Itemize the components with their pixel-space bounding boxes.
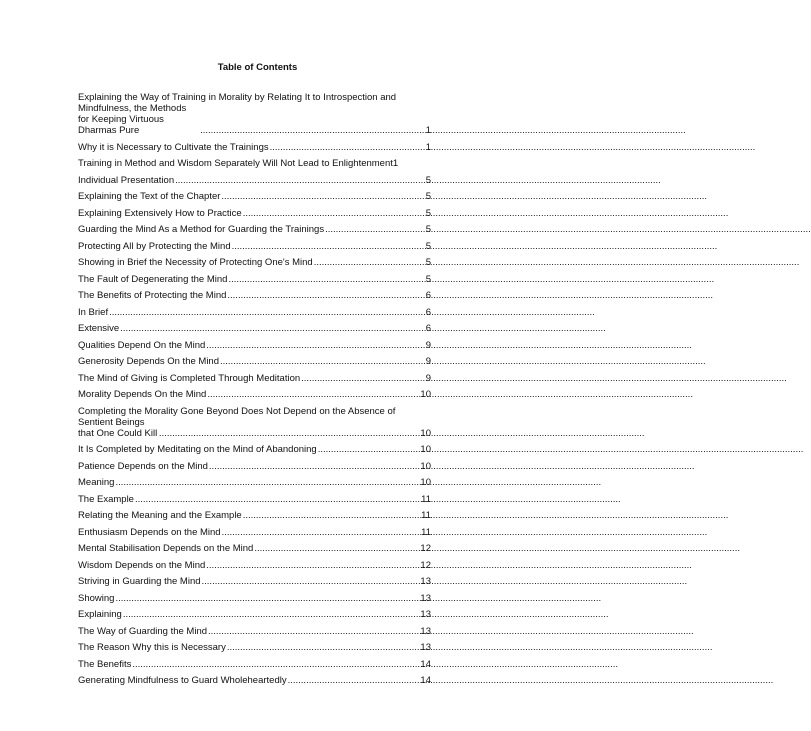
toc-page-number: 10 — [420, 444, 431, 455]
toc-entry-text: Generosity Depends On the Mind — [78, 356, 219, 367]
toc-dot-leader — [109, 307, 426, 318]
toc-dot-leader — [325, 224, 426, 235]
toc-entry-text: Generating Mindfulness to Guard Wholeheartedly — [78, 675, 287, 686]
toc-dot-leader — [227, 642, 421, 653]
toc-page-number: 6 — [425, 306, 431, 318]
toc-entry-text: Explaining Extensively How to Practice — [78, 207, 242, 219]
toc-page-number: 5 — [425, 207, 431, 219]
toc-entry[interactable] — [78, 626, 431, 637]
toc-entry-text: Meaning — [78, 477, 115, 488]
toc-page-number: 11 — [421, 510, 431, 521]
toc-page-number: 1 — [392, 158, 399, 169]
toc-dot-leader — [202, 576, 421, 587]
toc-page-number: 5 — [425, 273, 431, 285]
toc-entry-text: The Way of Guarding the Mind — [78, 625, 208, 637]
toc-entry[interactable] — [78, 675, 431, 686]
toc-entry[interactable] — [78, 142, 431, 153]
toc-dot-leader — [314, 257, 426, 268]
toc-entry[interactable] — [78, 356, 431, 367]
toc-entry-text-line2: Sentient Beings that One Could Kill — [78, 416, 158, 439]
toc-page-number: 13 — [420, 642, 431, 653]
toc-page-number: 10 — [420, 427, 431, 439]
toc-entry[interactable] — [78, 257, 431, 268]
toc-entry[interactable] — [78, 340, 431, 351]
toc-dot-leader — [243, 208, 426, 219]
toc-page-number: 11 — [421, 493, 431, 505]
toc-page-number: 12 — [420, 543, 431, 554]
toc-entry-text: Qualities Depend On the Mind — [78, 339, 206, 351]
toc-page-number: 14 — [420, 675, 431, 686]
toc-page-number: 9 — [425, 356, 431, 367]
toc-entry[interactable] — [78, 461, 431, 472]
toc-page-number: 10 — [420, 477, 431, 488]
toc-entry[interactable] — [78, 406, 431, 439]
toc-entry[interactable] — [78, 373, 431, 384]
toc-page-number: 1 — [425, 141, 431, 153]
toc-list — [78, 92, 431, 692]
toc-dot-leader — [254, 543, 420, 554]
toc-entry-text: The Mind of Giving is Completed Through Meditation — [78, 372, 301, 384]
toc-entry[interactable] — [78, 307, 431, 318]
toc-entry[interactable] — [78, 241, 431, 252]
toc-dot-leader — [232, 241, 426, 252]
toc-page-number: 9 — [425, 372, 431, 384]
toc-entry[interactable] — [78, 477, 431, 488]
toc-page-number: 5 — [425, 240, 431, 252]
toc-dot-leader — [120, 323, 426, 334]
toc-page-number: 5 — [425, 224, 431, 235]
toc-entry[interactable] — [78, 224, 431, 235]
toc-dot-leader — [206, 560, 420, 571]
toc-entry-text-line2: Mindfulness, the Methods for Keeping Virtuous Dharmas Pure — [78, 103, 187, 136]
toc-page-number: 6 — [425, 290, 431, 301]
toc-entry[interactable] — [78, 560, 431, 571]
toc-page-number: 10 — [420, 389, 431, 400]
toc-dot-leader — [208, 626, 420, 637]
toc-dot-leader — [123, 609, 421, 620]
toc-entry-text: Morality Depends On the Mind — [78, 389, 207, 400]
toc-entry-text: Individual Presentation — [78, 174, 175, 186]
toc-entry[interactable] — [78, 158, 431, 169]
toc-dot-leader — [220, 356, 426, 367]
toc-page-number: 1 — [425, 125, 431, 136]
toc-dot-leader — [222, 527, 422, 538]
toc-dot-leader — [228, 274, 425, 285]
toc-entry-text: Showing — [78, 592, 115, 604]
toc-page-number: 9 — [425, 339, 431, 351]
toc-dot-leader — [207, 389, 420, 400]
toc-entry[interactable] — [78, 191, 431, 202]
toc-page-number: 13 — [420, 592, 431, 604]
toc-entry-text: Guarding the Mind As a Method for Guarding the Trainings — [78, 224, 325, 235]
toc-entry[interactable] — [78, 323, 431, 334]
toc-entry-text: Striving in Guarding the Mind — [78, 576, 201, 587]
toc-dot-leader — [288, 675, 421, 686]
toc-page-number: 13 — [420, 609, 431, 620]
toc-dot-leader — [159, 428, 421, 439]
toc-dot-leader — [132, 659, 420, 670]
toc-entry[interactable] — [78, 593, 431, 604]
toc-entry[interactable] — [78, 494, 431, 505]
toc-entry-text: It Is Completed by Meditating on the Mind of Abandoning — [78, 444, 317, 455]
toc-entry[interactable] — [78, 208, 431, 219]
toc-entry-text: Mental Stabilisation Depends on the Mind — [78, 543, 254, 554]
toc-entry[interactable] — [78, 274, 431, 285]
toc-page-number: 11 — [421, 526, 431, 538]
toc-entry-text-line1: Explaining the Way of Training in Morality by Relating It to Introspection and — [78, 92, 397, 103]
toc-title: Table of Contents — [217, 62, 298, 73]
toc-page-number: 5 — [425, 191, 431, 202]
toc-page-number: 12 — [420, 559, 431, 571]
toc-entry[interactable] — [78, 510, 431, 521]
toc-entry-text: Showing in Brief the Necessity of Protecting One's Mind — [78, 257, 313, 268]
toc-entry-text: Patience Depends on the Mind — [78, 460, 208, 472]
toc-entry-text: The Benefits — [78, 658, 132, 670]
toc-dot-leader — [227, 290, 425, 301]
toc-entry-text: Protecting All by Protecting the Mind — [78, 240, 231, 252]
toc-entry[interactable] — [78, 389, 431, 400]
toc-dot-leader — [135, 494, 421, 505]
toc-page-number: 10 — [420, 460, 431, 472]
toc-page-number: 13 — [420, 576, 431, 587]
toc-dot-leader — [115, 593, 420, 604]
toc-entry[interactable] — [78, 659, 431, 670]
toc-entry-text: The Benefits of Protecting the Mind — [78, 290, 227, 301]
toc-page-number: 13 — [420, 625, 431, 637]
toc-entry[interactable] — [78, 527, 431, 538]
toc-page-number: 6 — [425, 323, 431, 334]
toc-page-number: 5 — [425, 174, 431, 186]
toc-dot-leader — [115, 477, 420, 488]
toc-dot-leader — [200, 125, 426, 136]
toc-entry-text: The Example — [78, 493, 134, 505]
toc-entry-text: Relating the Meaning and the Example — [78, 510, 242, 521]
toc-entry-text: Extensive — [78, 323, 120, 334]
toc-entry[interactable] — [78, 609, 431, 620]
toc-entry[interactable] — [78, 642, 431, 653]
toc-entry-text: Enthusiasm Depends on the Mind — [78, 526, 221, 538]
toc-entry-text: Wisdom Depends on the Mind — [78, 559, 206, 571]
toc-entry-text: Why it is Necessary to Cultivate the Trainings — [78, 141, 269, 153]
toc-entry[interactable] — [78, 576, 431, 587]
toc-dot-leader — [270, 142, 426, 153]
toc-dot-leader — [301, 373, 426, 384]
toc-dot-leader — [175, 175, 426, 186]
toc-entry[interactable] — [78, 290, 431, 301]
toc-entry-text: The Reason Why this is Necessary — [78, 642, 226, 653]
toc-dot-leader — [206, 340, 425, 351]
toc-page-number: 14 — [420, 658, 431, 670]
toc-entry[interactable] — [78, 444, 431, 455]
toc-page-number: 5 — [425, 257, 431, 268]
toc-dot-leader — [243, 510, 421, 521]
toc-entry-text-line1: Completing the Morality Gone Beyond Does Not Depend on the Absence of — [78, 405, 396, 417]
toc-dot-leader — [221, 191, 425, 202]
toc-entry-text: In Brief — [78, 306, 109, 318]
toc-entry-text: The Fault of Degenerating the Mind — [78, 273, 228, 285]
toc-entry[interactable] — [78, 175, 431, 186]
toc-dot-leader — [209, 461, 421, 472]
toc-entry[interactable] — [78, 543, 431, 554]
toc-entry-text: Explaining — [78, 609, 122, 620]
toc-entry-text: Training in Method and Wisdom Separately Will Not Lead to Enlightenment — [78, 158, 393, 169]
toc-entry-text: Explaining the Text of the Chapter — [78, 191, 221, 202]
toc-dot-leader — [318, 444, 421, 455]
toc-entry[interactable] — [78, 92, 431, 136]
